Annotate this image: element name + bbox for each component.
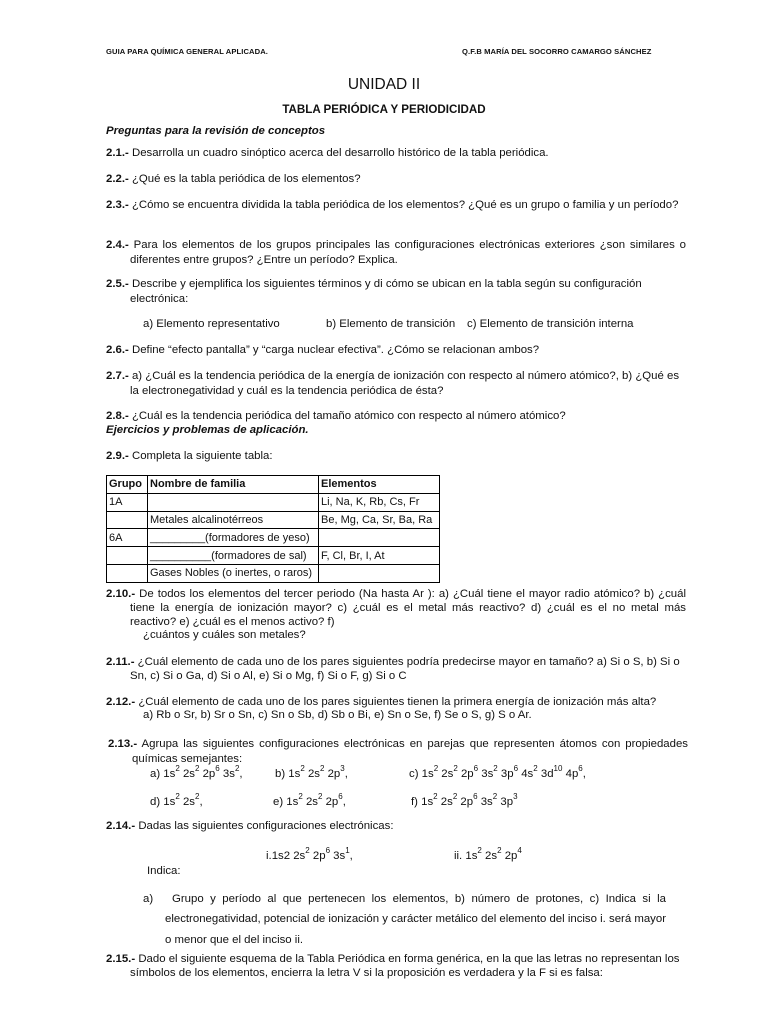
page-subtitle: TABLA PERIÓDICA Y PERIODICIDAD (282, 103, 486, 116)
config-2-13-f: f) $1s^2$ $2s^2$ $2p^6$ $3s^2$ $3p^3$ (411, 792, 518, 808)
question-2-10-tail: ¿cuántos y cuáles son metales? (143, 629, 306, 641)
option-2-5-b: b) Elemento de transición (326, 318, 456, 330)
option-2-5-c: c) Elemento de transición interna (467, 318, 634, 330)
header-right: Q.F.B MARÍA DEL SOCORRO CAMARGO SÁNCHEZ (462, 47, 652, 56)
table-header-cell: Elementos (319, 476, 440, 494)
table-cell (107, 547, 148, 565)
question-2-14: 2.14.- Dadas las siguientes configuraciones electrónicas: (106, 820, 394, 832)
question-2-3: 2.3.- ¿Cómo se encuentra dividida la tabla periódica de los elementos? ¿Qué es un grupo o familia y un período? (106, 199, 679, 211)
config-2-13-d: d) $1s^2$ $2s^2$, (150, 792, 203, 808)
table-row (107, 547, 440, 565)
question-2-8: 2.8.- ¿Cuál es la tendencia periódica del tamaño atómico con respecto al número atómico? (106, 410, 566, 422)
table-row (107, 511, 440, 529)
question-2-1: 2.1.- Desarrolla un cuadro sinóptico acerca del desarrollo histórico de la tabla periódica. (106, 147, 549, 159)
table-cell: _________(formadores de yeso) (148, 529, 319, 547)
table-header-cell: Nombre de familia (148, 476, 319, 494)
question-2-4: 2.4.- Para los elementos de los grupos principales las configuraciones electrónicas exteriores ¿son similares o diferentes entre grupos? ¿Entre un período? Explica. (106, 239, 686, 266)
table-cell: 1A (107, 493, 148, 511)
table-cell: Gases Nobles (o inertes, o raros) (148, 564, 319, 582)
section-heading-concepts: Preguntas para la revisión de conceptos (106, 125, 326, 137)
question-2-14-a-line3: o menor que el del inciso ii. (165, 934, 304, 946)
config-2-13-c: c) $1s^2$ $2s^2$ $2p^6$ $3s^2$ $3p^6$ $4s^2$ $3d^{10}$ $4p^6$, (409, 764, 586, 780)
config-2-14-i: i.1s2 $2s^2$ $2p^6$ $3s^1$, (266, 846, 353, 862)
table-cell: 6A (107, 529, 148, 547)
table-cell (319, 564, 440, 582)
table-row (107, 529, 440, 547)
question-2-15: 2.15.- Dado el siguiente esquema de la Tabla Periódica en forma genérica, en la que las letras no representan los símbolos de los elementos, encierra la letra V si la proposición es verdadera y la F si es falsa: (106, 953, 680, 979)
family-table (106, 475, 440, 583)
table-cell: Metales alcalinotérreos (148, 511, 319, 529)
question-2-7: 2.7.- a) ¿Cuál es la tendencia periódica de la energía de ionización con respecto al número atómico?, b) ¿Qué es la electronegatividad y cuál es la tendencia periódica de ésta? (106, 370, 680, 397)
table-row (107, 564, 440, 582)
question-2-12-tail: a) Rb o Sr, b) Sr o Sn, c) Sn o Sb, d) Sb o Bi, e) Sn o Se, f) Se o S, g) S o Ar. (143, 709, 532, 721)
table-header-row (107, 476, 440, 494)
config-2-13-a: a) $1s^2$ $2s^2$ $2p^6$ $3s^2$, (150, 764, 243, 780)
question-2-12: 2.12.- ¿Cuál elemento de cada uno de los pares siguientes tienen la primera energía de ionización más alta? (106, 696, 657, 708)
table-cell (148, 493, 319, 511)
table-header-cell: Grupo (107, 476, 148, 494)
question-2-11: 2.11.- ¿Cuál elemento de cada uno de los pares siguientes podría predecirse mayor en tamaño? a) Si o S, b) Si o Sn, c) Si o Ga, d) Si o Al, e) Si o Mg, f) Si o F, g) Si o C (106, 656, 680, 682)
config-2-13-e: e) $1s^2$ $2s^2$ $2p^6$, (273, 792, 346, 808)
question-2-14-indica: Indica: (147, 865, 181, 877)
table-cell: Li, Na, K, Rb, Cs, Fr (319, 493, 440, 511)
table-row (107, 493, 440, 511)
page-title: UNIDAD II (347, 76, 421, 93)
header-left: GUIA PARA QUÍMICA GENERAL APLICADA. (106, 47, 268, 56)
table-cell: F, Cl, Br, I, At (319, 547, 440, 565)
question-2-14-a-label: a) (143, 893, 154, 905)
question-2-14-a-line1: Grupo y período al que pertenecen los elementos, b) número de protones, c) Indica si la (172, 893, 666, 905)
question-2-10: 2.10.- De todos los elementos del tercer periodo (Na hasta Ar ): a) ¿Cuál tiene el mayor radio atómico? b) ¿cuál tiene la energía de ionización mayor? c) ¿cuál es el metal más reactivo? d) ¿cuál es el no metal más reactivo? e) ¿cuál es el menos activo? f) (106, 588, 686, 628)
table-cell: Be, Mg, Ca, Sr, Ba, Ra (319, 511, 440, 529)
config-2-13-b: b) $1s^2$ $2s^2$ $2p^3$, (275, 764, 348, 780)
question-2-5: 2.5.- Describe y ejemplifica los siguientes términos y di cómo se ubican en la tabla según su configuración electrónica: (106, 278, 642, 305)
question-2-2: 2.2.- ¿Qué es la tabla periódica de los elementos? (106, 173, 361, 185)
section-heading-exercises: Ejercicios y problemas de aplicación. (106, 424, 309, 436)
table-cell (107, 564, 148, 582)
table-cell (319, 529, 440, 547)
question-2-6: 2.6.- Define “efecto pantalla” y “carga nuclear efectiva”. ¿Cómo se relacionan ambos? (106, 344, 540, 356)
question-2-9: 2.9.- Completa la siguiente tabla: (106, 450, 273, 462)
table-cell: __________(formadores de sal) (148, 547, 319, 565)
question-2-14-a-line2: electronegatividad, potencial de ionización y carácter metálico del elemento del inciso i. será mayor (165, 913, 666, 925)
question-2-13: 2.13.- Agrupa las siguientes configuraciones electrónicas en parejas que representen átomos con propiedades químicas semejantes: (108, 738, 688, 765)
table-cell (107, 511, 148, 529)
option-2-5-a: a) Elemento representativo (143, 318, 280, 330)
config-2-14-ii: ii. $1s^2$ $2s^2$ $2p^4$ (454, 846, 522, 862)
